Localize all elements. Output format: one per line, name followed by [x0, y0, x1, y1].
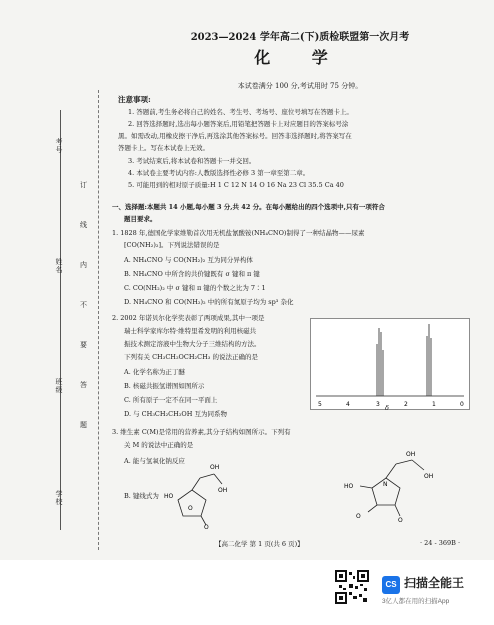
q1-stem: 1. 1828 年,德国化学家维勒首次用无机盐氰酸铵(NH₄CNO)制得了一种结晶物——尿素 [112, 229, 365, 237]
subject-title: 化 学 [254, 48, 346, 67]
q3-stem: 3. 维生素 C(M)是常用的营养素,其分子结构如图所示。下列有 [112, 428, 291, 436]
molecule-m-structure [320, 450, 450, 522]
cut-char: 要 [80, 341, 87, 349]
note-line: 2. 回答选择题时,选出每小题答案后,用铅笔把答题卡上对应题目的答案标号涂 [128, 120, 349, 128]
atom-label: OH [424, 473, 434, 480]
spectrum-tick: 0 [460, 401, 464, 408]
q2-stem: 下列有关 CH₃CH₂OCH₂CH₃ 的说法正确的是 [124, 353, 258, 361]
scanner-tagline: 3亿人都在用的扫描App [382, 598, 450, 605]
molecule-bond [412, 460, 424, 470]
atom-label: O [204, 524, 209, 530]
note-line: 1. 答题前,考生务必将自己的姓名、考生号、考场号、座位号填写在答题卡上。 [128, 108, 353, 116]
q2-option: C. 所有原子一定不在同一平面上 [124, 396, 218, 404]
atom-label: OH [406, 451, 416, 458]
molecule-bond [200, 474, 214, 478]
molecule-bond [395, 505, 400, 516]
cut-line [98, 90, 99, 550]
q1-option: C. CO(NH₂)₂ 中 σ 键和 π 键的个数之比为 7∶1 [124, 284, 266, 292]
label-name: 姓名 [55, 258, 63, 274]
q1-option: D. NH₄CNO 和 CO(NH₂)₂ 中的所有氮原子均为 sp³ 杂化 [124, 298, 294, 306]
label-student-id: 考号 [55, 138, 63, 154]
atom-label: O [398, 517, 403, 522]
q1-option: A. NH₄CNO 与 CO(NH₂)₂ 互为同分异构体 [124, 256, 253, 264]
atom-label: N [383, 481, 388, 488]
q3-option: B. 键线式为 [124, 492, 159, 500]
note-line: 答题卡上。写在本试卷上无效。 [118, 144, 209, 152]
nmr-spectrum-figure [310, 318, 470, 410]
note-line: 3. 考试结束后,将本试卷和答题卡一并交回。 [128, 157, 256, 165]
notes-title: 注意事项: [118, 95, 151, 104]
atom-label: OH [210, 464, 220, 471]
exam-info: 本试卷满分 100 分,考试用时 75 分钟。 [237, 82, 363, 90]
note-line: 5. 可能用到的相对原子质量:H 1 C 12 N 14 O 16 Na 23 Cl 35.5 Ca 40 [128, 181, 344, 189]
q2-stem: 2. 2002 年诺贝尔化学奖表彰了两项成果,其中一项是 [112, 314, 265, 322]
cut-char: 答 [80, 381, 87, 389]
spectrum-tick: 2 [404, 401, 408, 408]
molecule-bond [368, 505, 377, 512]
atom-label: HO [344, 483, 354, 490]
atom-label: O [188, 505, 193, 512]
q1-option: B. NH₄CNO 中所含的共价键既有 σ 键和 π 键 [124, 270, 260, 278]
q2-option: B. 核磁共振氢谱图如图所示 [124, 382, 205, 390]
spectrum-tick: 1 [432, 401, 436, 408]
molecule-bond [360, 486, 372, 488]
scanner-logo-icon: CS [382, 576, 400, 594]
q2-option: A. 化学名称为正丁醚 [124, 368, 185, 376]
atom-label: OH [218, 487, 228, 494]
atom-label: HO [164, 493, 174, 500]
page-footer: 【高二化学 第 1 页(共 6 页)】 [215, 540, 304, 548]
section-heading: 一、选择题:本题共 14 小题,每小题 3 分,共 42 分。在每小题给出的四个选项中,只有一项符合 [112, 203, 385, 211]
cut-char: 订 [80, 181, 87, 189]
cut-char: 不 [80, 301, 87, 309]
label-class: 班级 [55, 378, 63, 394]
binding-strip [0, 90, 110, 550]
molecule-bond [214, 474, 222, 484]
paper-code: · 24 - 369B · [420, 539, 461, 547]
section-heading: 题目要求。 [124, 215, 157, 223]
note-line: 4. 本试卷主要考试内容:人教版选择性必修 3 第一章至第二章。 [128, 169, 310, 177]
exam-title: 2023—2024 学年高二(下)质检联盟第一次月考 [190, 32, 410, 43]
option-b-structure [160, 462, 230, 530]
molecule-ring [178, 490, 206, 516]
molecule-bond [386, 464, 396, 478]
q3-option: A. 能与氢氧化钠反应 [124, 457, 185, 465]
scanner-watermark-bar [0, 560, 494, 625]
q2-stem: 振技术测定溶液中生物大分子三维结构的方法。 [124, 340, 261, 348]
scanner-app-name: 扫描全能王 [404, 576, 465, 590]
cut-char: 内 [80, 261, 87, 269]
q3-stem: 关 M 的说法中正确的是 [124, 441, 194, 449]
qr-code-icon [335, 570, 369, 604]
molecule-bond [192, 478, 200, 490]
note-line: 黑。如需改动,用橡皮擦干净后,再选涂其他答案标号。回答非选择题时,将答案写在 [118, 132, 352, 140]
spectrum-axis-label: δ [385, 404, 389, 412]
spectrum-tick: 3 [376, 401, 380, 408]
cut-char: 线 [80, 221, 87, 229]
spectrum-tick: 4 [346, 401, 350, 408]
binding-line [60, 110, 61, 530]
spectrum-tick: 5 [318, 401, 322, 408]
label-school: 学校 [55, 490, 63, 506]
cut-char: 题 [80, 421, 87, 429]
atom-label: O [356, 513, 361, 520]
molecule-bond [396, 460, 412, 464]
q2-option: D. 与 CH₃CH₂CH₂OH 互为同系物 [124, 410, 227, 418]
q1-stem: [CO(NH₂)₂]。下列说法错误的是 [124, 241, 220, 249]
q2-stem: 瑞士科学家库尔特·维特里希发明的利用核磁共 [124, 327, 257, 335]
